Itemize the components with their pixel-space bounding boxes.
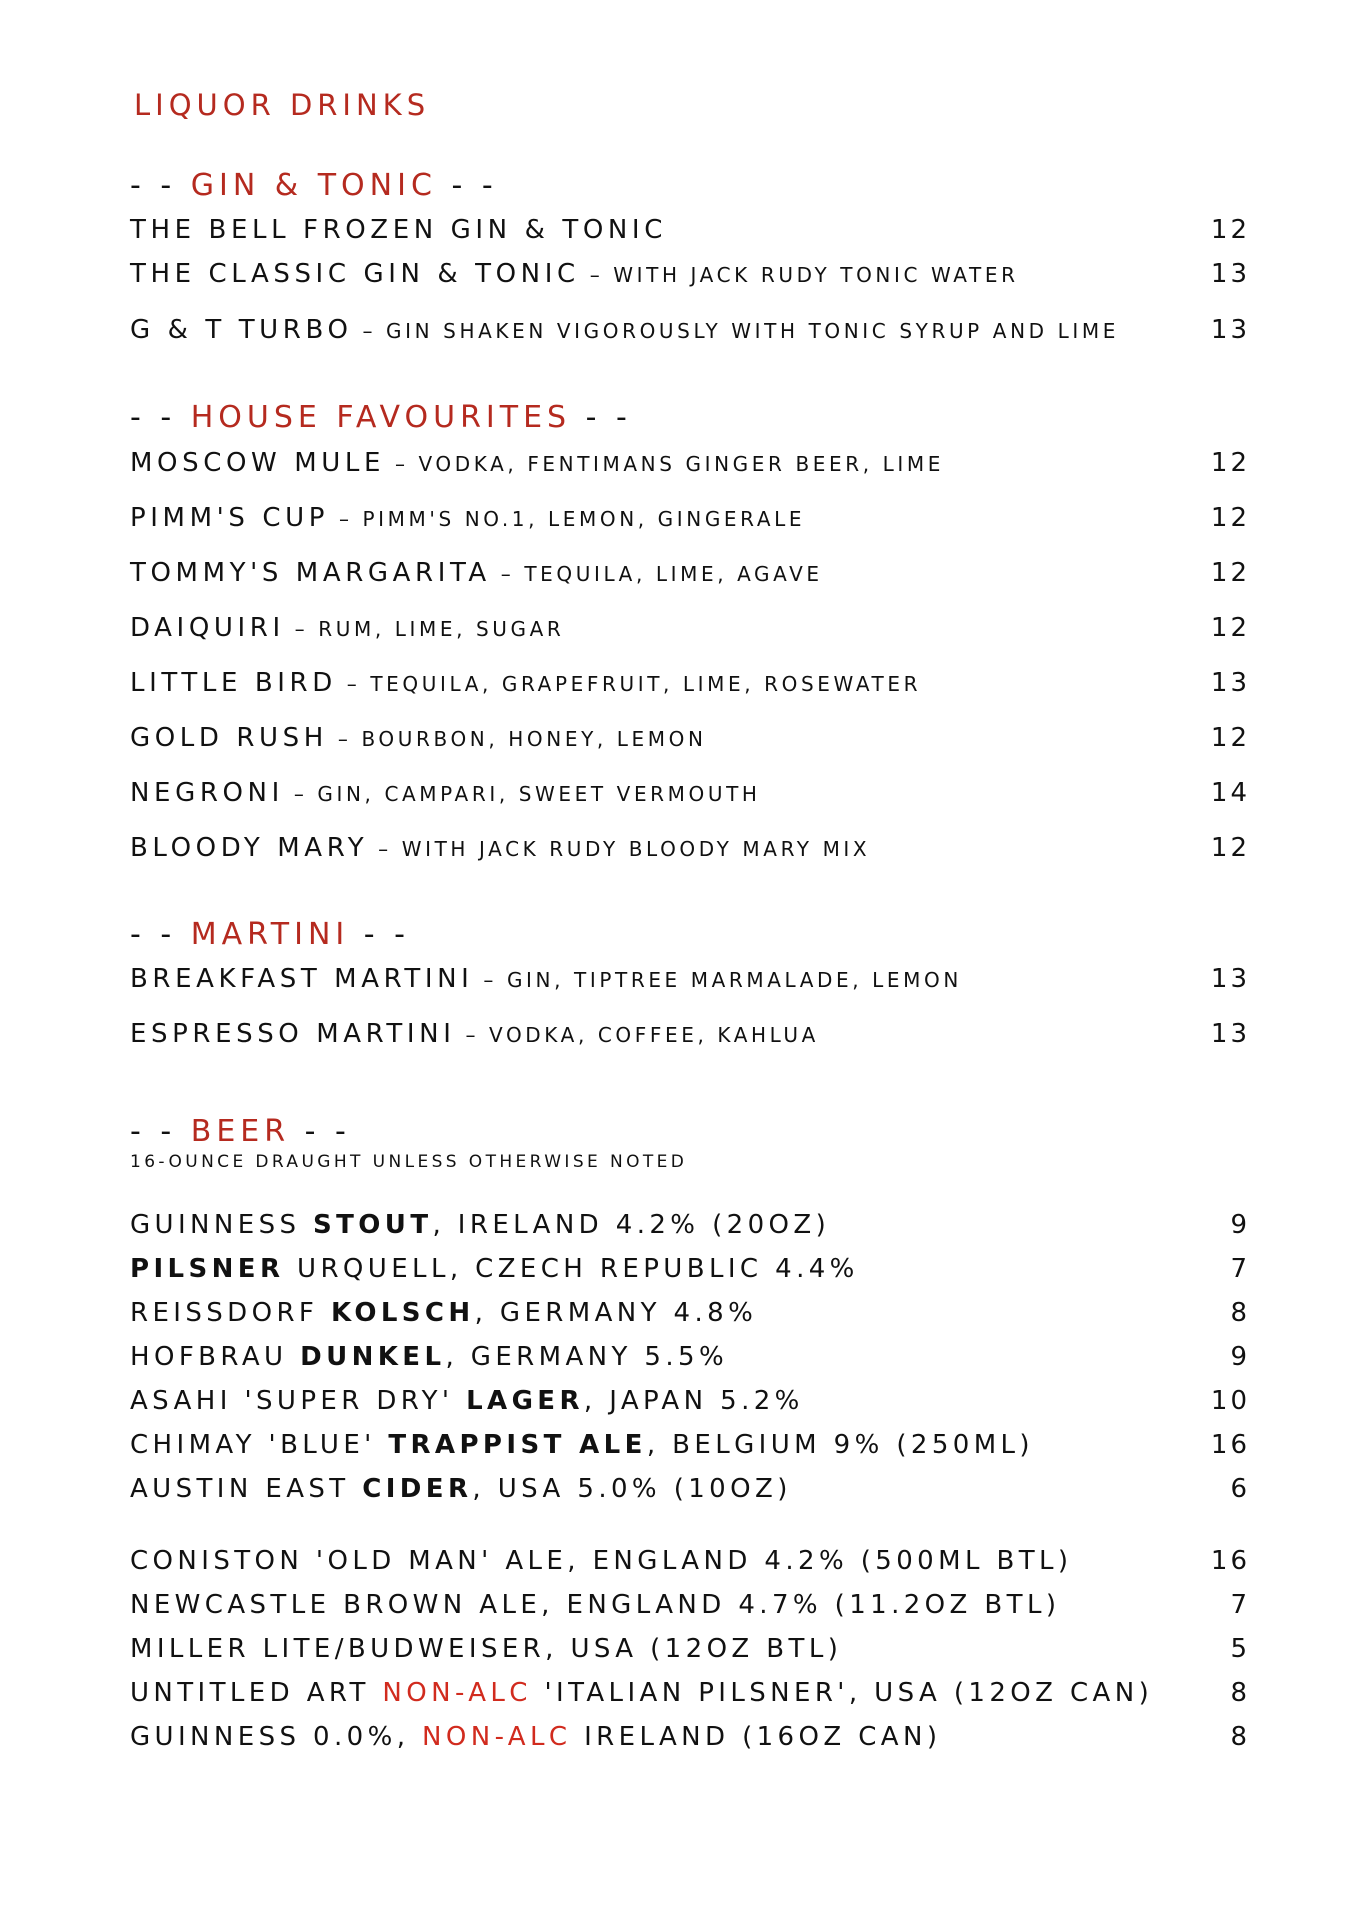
item-price: 12: [1210, 833, 1250, 863]
item-name: GUINNESS 0.0%, NON-ALC IRELAND (16OZ CAN): [130, 1722, 942, 1752]
section-martini: [130, 915, 1250, 1074]
menu-item: LITTLE BIRD – TEQUILA, GRAPEFRUIT, LIME, ROSEWATER 13: [130, 668, 1250, 698]
item-price: 13: [1210, 315, 1250, 345]
item-name: MILLER LITE/BUDWEISER, USA (12OZ BTL): [130, 1634, 843, 1664]
item-price: 7: [1230, 1590, 1250, 1620]
item-price: 8: [1230, 1298, 1250, 1328]
beer-item: [130, 1634, 1250, 1678]
item-description: VODKA, FENTIMANS GINGER BEER, LIME: [418, 452, 944, 476]
item-name: AUSTIN EAST CIDER, USA 5.0% (10OZ): [130, 1474, 792, 1504]
item-name: MOSCOW MULE: [130, 448, 385, 478]
menu-item: BLOODY MARY – WITH JACK RUDY BLOODY MARY MIX 12: [130, 833, 1250, 863]
item-description: PIMM'S NO.1, LEMON, GINGERALE: [362, 507, 806, 531]
item-name: TOMMY'S MARGARITA: [130, 558, 491, 588]
item-description: BOURBON, HONEY, LEMON: [361, 727, 707, 751]
item-price: 7: [1230, 1254, 1250, 1284]
item-name: PILSNER URQUELL, CZECH REPUBLIC 4.4%: [130, 1254, 859, 1284]
non-alc-label: NON-ALC: [382, 1678, 532, 1708]
item-price: 5: [1230, 1634, 1250, 1664]
menu-item: G & T TURBO – GIN SHAKEN VIGOROUSLY WITH TONIC SYRUP AND LIME 13: [130, 315, 1250, 345]
menu-item: BREAKFAST MARTINI – GIN, TIPTREE MARMALADE, LEMON 13: [130, 964, 1250, 994]
item-price: 9: [1230, 1210, 1250, 1240]
item-name: BLOODY MARY: [130, 833, 369, 863]
item-description: VODKA, COFFEE, KAHLUA: [489, 1023, 819, 1047]
beer-item: [130, 1342, 1250, 1386]
item-price: 13: [1210, 1019, 1250, 1049]
item-name: ESPRESSO MARTINI: [130, 1019, 456, 1049]
menu-item: GOLD RUSH – BOURBON, HONEY, LEMON 12: [130, 723, 1250, 753]
item-name: CONISTON 'OLD MAN' ALE, ENGLAND 4.2% (500ML BTL): [130, 1546, 1073, 1576]
beer-item: [130, 1678, 1250, 1722]
beer-item: [130, 1386, 1250, 1430]
section-heading: - - HOUSE FAVOURITES - -: [130, 400, 632, 435]
item-name: NEGRONI: [130, 778, 284, 808]
item-name: THE CLASSIC GIN & TONIC: [130, 259, 580, 289]
item-name: REISSDORF KOLSCH, GERMANY 4.8%: [130, 1298, 758, 1328]
item-price: 12: [1210, 558, 1250, 588]
item-name: BREAKFAST MARTINI: [130, 964, 474, 994]
item-description: GIN, TIPTREE MARMALADE, LEMON: [506, 968, 962, 992]
section-gin-tonic: [130, 166, 1250, 359]
beer-item: [130, 1298, 1250, 1342]
item-price: 9: [1230, 1342, 1250, 1372]
item-description: WITH JACK RUDY BLOODY MARY MIX: [401, 837, 871, 861]
item-name: GUINNESS STOUT, IRELAND 4.2% (20OZ): [130, 1210, 831, 1240]
item-price: 12: [1210, 503, 1250, 533]
item-name: DAIQUIRI: [130, 613, 285, 643]
section-heading: - - GIN & TONIC - -: [130, 168, 498, 203]
non-alc-label: NON-ALC: [422, 1722, 572, 1752]
menu-item: NEGRONI – GIN, CAMPARI, SWEET VERMOUTH 14: [130, 778, 1250, 808]
item-price: 16: [1210, 1546, 1250, 1576]
item-price: 12: [1210, 448, 1250, 478]
item-description: GIN, CAMPARI, SWEET VERMOUTH: [317, 782, 761, 806]
section-house-favourites: [130, 398, 1250, 888]
item-price: 13: [1210, 259, 1250, 289]
item-price: 12: [1210, 613, 1250, 643]
item-name: G & T TURBO: [130, 315, 353, 345]
item-price: 12: [1210, 215, 1250, 245]
item-name: GOLD RUSH: [130, 723, 328, 753]
item-name: THE BELL FROZEN GIN & TONIC: [130, 215, 667, 245]
item-price: 14: [1210, 778, 1250, 808]
page-title: LIQUOR DRINKS: [134, 88, 431, 122]
item-price: 12: [1210, 723, 1250, 753]
menu-item: ESPRESSO MARTINI – VODKA, COFFEE, KAHLUA 13: [130, 1019, 1250, 1049]
item-price: 8: [1230, 1722, 1250, 1752]
section-beer: [130, 1112, 1250, 1766]
beer-item: [130, 1590, 1250, 1634]
section-note: 16-OUNCE DRAUGHT UNLESS OTHERWISE NOTED: [130, 1152, 688, 1172]
beer-item: [130, 1254, 1250, 1298]
menu-item: TOMMY'S MARGARITA – TEQUILA, LIME, AGAVE 12: [130, 558, 1250, 588]
item-name: PIMM'S CUP: [130, 503, 329, 533]
item-name: CHIMAY 'BLUE' TRAPPIST ALE, BELGIUM 9% (250ML): [130, 1430, 1034, 1460]
beer-item: [130, 1474, 1250, 1518]
item-description: TEQUILA, GRAPEFRUIT, LIME, ROSEWATER: [370, 672, 922, 696]
section-heading: - - MARTINI - -: [130, 917, 410, 952]
item-name: LITTLE BIRD: [130, 668, 337, 698]
menu-item: PIMM'S CUP – PIMM'S NO.1, LEMON, GINGERALE 12: [130, 503, 1250, 533]
item-description: WITH JACK RUDY TONIC WATER: [613, 263, 1019, 287]
item-name: ASAHI 'SUPER DRY' LAGER, JAPAN 5.2%: [130, 1386, 804, 1416]
item-description: GIN SHAKEN VIGOROUSLY WITH TONIC SYRUP AND LIME: [386, 319, 1119, 343]
item-name: UNTITLED ART NON-ALC 'ITALIAN PILSNER', USA (12OZ CAN): [130, 1678, 1154, 1708]
item-price: 13: [1210, 668, 1250, 698]
beer-item: [130, 1210, 1250, 1254]
beer-item: [130, 1430, 1250, 1474]
item-name: HOFBRAU DUNKEL, GERMANY 5.5%: [130, 1342, 729, 1372]
item-price: 10: [1210, 1386, 1250, 1416]
item-name: NEWCASTLE BROWN ALE, ENGLAND 4.7% (11.2OZ BTL): [130, 1590, 1061, 1620]
menu-item: MOSCOW MULE – VODKA, FENTIMANS GINGER BEER, LIME 12: [130, 448, 1250, 478]
section-heading: - - BEER - -: [130, 1114, 351, 1149]
menu-item: [130, 215, 1250, 259]
item-price: 6: [1230, 1474, 1250, 1504]
item-price: 16: [1210, 1430, 1250, 1460]
item-price: 13: [1210, 964, 1250, 994]
beer-item: [130, 1722, 1250, 1766]
item-description: TEQUILA, LIME, AGAVE: [524, 562, 823, 586]
beer-item: [130, 1546, 1250, 1590]
item-price: 8: [1230, 1678, 1250, 1708]
menu-item: DAIQUIRI – RUM, LIME, SUGAR 12: [130, 613, 1250, 643]
item-description: RUM, LIME, SUGAR: [318, 617, 565, 641]
menu-item: THE CLASSIC GIN & TONIC – WITH JACK RUDY TONIC WATER 13: [130, 259, 1250, 289]
